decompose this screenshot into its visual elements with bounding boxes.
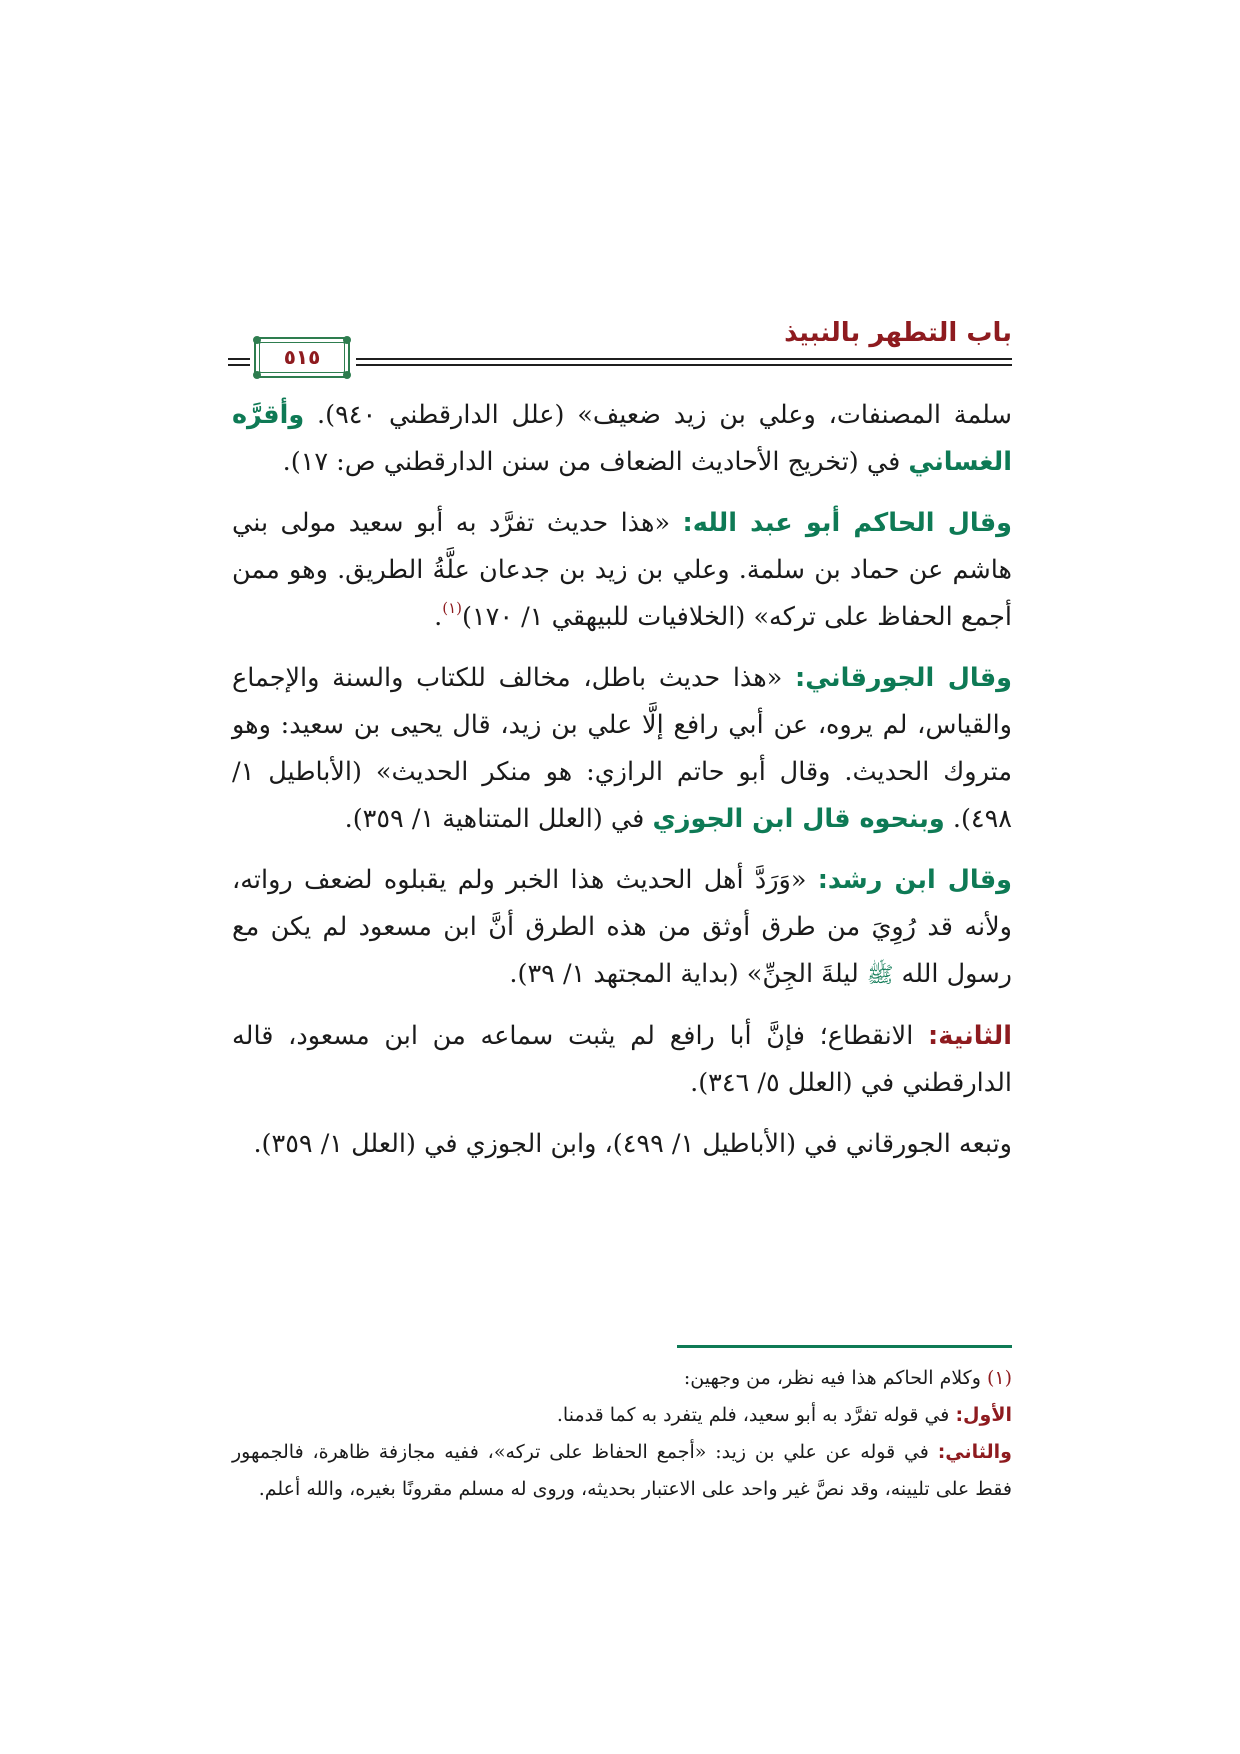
paragraph-text: سلمة المصنفات، وعلي بن زيد ضعيف» (علل الدارقطني ٩٤٠). — [304, 400, 1012, 430]
footnote-text: وكلام الحاكم هذا فيه نظر، من وجهين: — [683, 1367, 987, 1389]
scholar-name: وأقرَّه الغساني — [232, 400, 1012, 477]
point-label: والثاني: — [937, 1441, 1012, 1463]
ornament-corner — [253, 371, 261, 379]
paragraph-text: وتبعه الجورقاني في (الأباطيل ١/ ٤٩٩)، وابن الجوزي في (العلل ١/ ٣٥٩). — [253, 1129, 1012, 1159]
point-label: الثانية: — [928, 1021, 1012, 1051]
scholar-name: وبنحوه قال ابن الجوزي — [652, 804, 945, 834]
paragraph — [232, 1121, 1012, 1168]
chapter-title: باب التطهر بالنبيذ — [784, 318, 1012, 348]
header-rule — [228, 364, 250, 366]
page-header — [228, 318, 1012, 378]
ornament-corner — [253, 336, 261, 344]
page-number-frame — [254, 337, 350, 378]
paragraph-text: «هذا حديث باطل، مخالف للكتاب والسنة والإجماع والقياس، لم يروه، عن أبي رافع إلَّا علي بن زيد، قال يحيى بن سعيد: وهو متروك الحديث. وقال أبو حاتم الرازي: هو منكر الحديث» (الأباطيل ١/ ٤٩٨). — [232, 663, 1012, 834]
paragraph — [232, 500, 1012, 641]
footnote-separator — [677, 1345, 1012, 1348]
footnote-line — [232, 1397, 1012, 1434]
main-text — [232, 392, 1012, 1182]
paragraph — [232, 857, 1012, 999]
header-rule — [228, 358, 250, 360]
footnote-line — [232, 1434, 1012, 1508]
footnote-reference[interactable]: (١) — [442, 599, 463, 617]
scholar-name: وقال الحاكم أبو عبد الله: — [682, 508, 1012, 538]
footnote-number: (١) — [986, 1367, 1012, 1389]
scholar-name: وقال الجورقاني: — [795, 663, 1012, 693]
paragraph — [232, 1013, 1012, 1107]
footnote-text: في قوله تفرَّد به أبو سعيد، فلم يتفرد به كما قدمنا. — [556, 1404, 956, 1426]
ornament-corner — [343, 336, 351, 344]
page-number: ٥١٥ — [283, 345, 321, 369]
paragraph-text: «وَرَدَّ أهل الحديث هذا الخبر ولم يقبلوه لضعف رواته، ولأنه قد رُوِيَ من طرق أوثق من هذه الطرق أنَّ ابن مسعود لم يكن مع رسول الله — [232, 865, 1012, 989]
salutation-symbol: ﷺ — [866, 963, 894, 988]
point-label: الأول: — [955, 1404, 1012, 1426]
paragraph-text: ليلةَ الجِنِّ» (بداية المجتهد ١/ ٣٩). — [509, 959, 867, 989]
paragraph-text: في (تخريج الأحاديث الضعاف من سنن الدارقطني ص: ١٧). — [282, 447, 909, 477]
paragraph — [232, 655, 1012, 843]
header-rule — [356, 364, 1012, 366]
paragraph-text: «هذا حديث تفرَّد به أبو سعيد مولى بني هاشم عن حماد بن سلمة. وعلي بن زيد بن جدعان علَّةُ الطريق. وهو ممن أجمع الحفاظ على تركه» (الخلافيات للبيهقي ١/ ١٧٠) — [232, 508, 1012, 632]
scholar-name: وقال ابن رشد: — [817, 865, 1012, 895]
ornament-corner — [343, 371, 351, 379]
paragraph — [232, 392, 1012, 486]
header-rule — [356, 358, 1012, 360]
footnote — [232, 1360, 1012, 1397]
footnote-text: في قوله عن علي بن زيد: «أجمع الحفاظ على تركه»، ففيه مجازفة ظاهرة، فالجمهور فقط على تليينه، وقد نصَّ غير واحد على الاعتبار بحديثه، وروى له مسلم مقرونًا بغيره، والله أعلم. — [232, 1441, 1012, 1500]
paragraph-text: في (العلل المتناهية ١/ ٣٥٩). — [344, 804, 653, 834]
paragraph-text: . — [434, 602, 443, 632]
footnotes — [232, 1360, 1012, 1508]
paragraph-text: الانقطاع؛ فإنَّ أبا رافع لم يثبت سماعه من ابن مسعود، قاله الدارقطني في (العلل ٥/ ٣٤٦). — [232, 1021, 1012, 1098]
